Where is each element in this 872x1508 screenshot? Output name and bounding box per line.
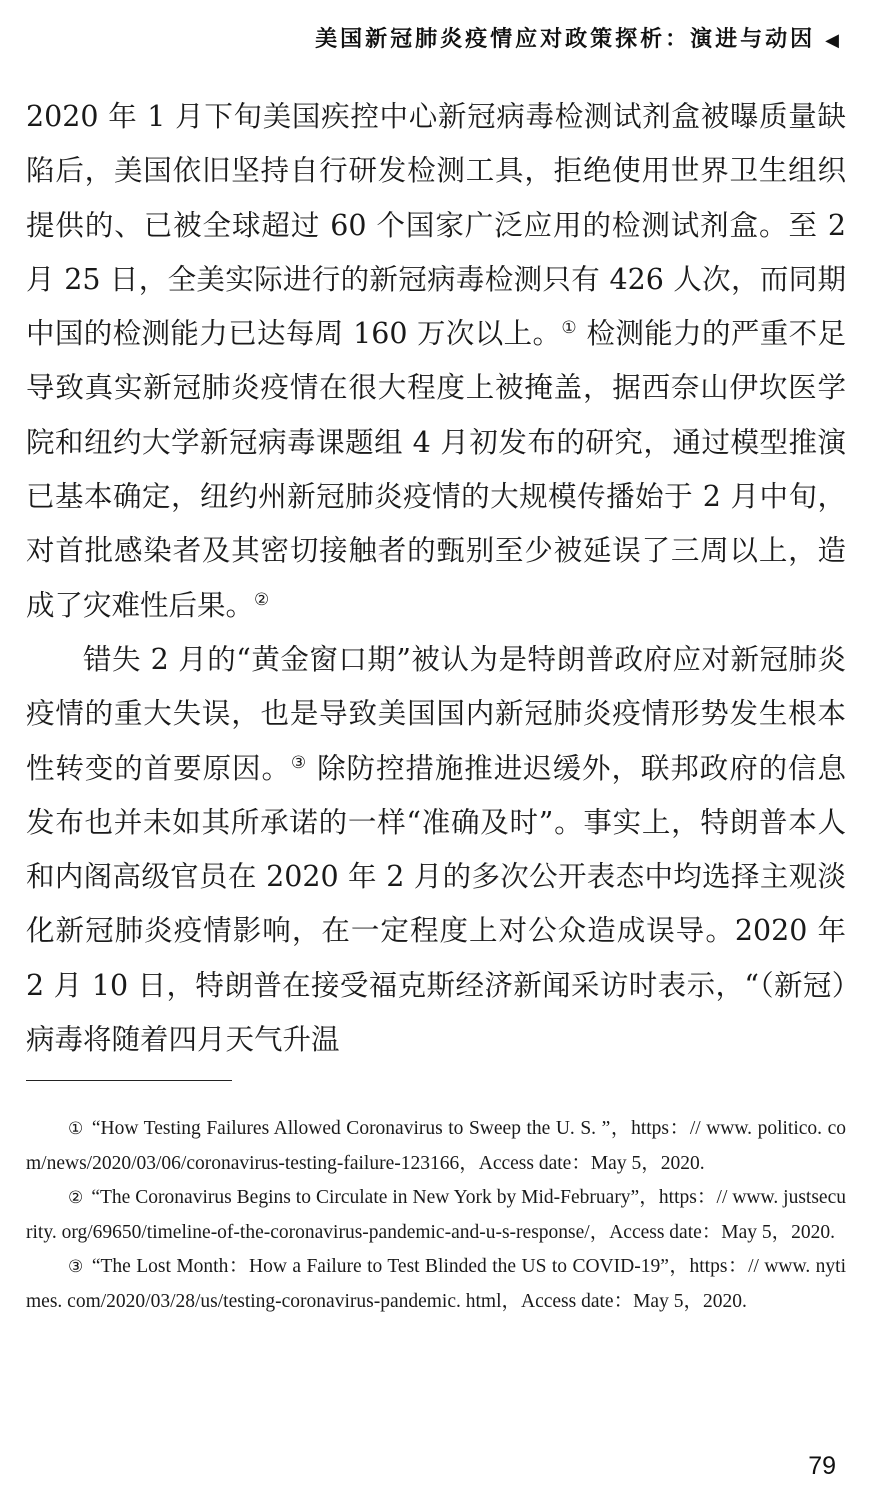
paragraph-2-text-b: 除防控措施推进迟缓外，联邦政府的信息发布也并未如其所承诺的一样“准确及时”。事实上，特朗普本人和内阁高级官员在 2020 年 2 月的多次公开表态中均选择主观淡化新冠肺炎疫情影响，在一定程度上对公众造成误导。2020 年 2 月 10 日，特朗普在接受福克斯经济新闻采访时表示，“（新冠）病毒将随着四月天气升温: [26, 751, 846, 1057]
paragraph-1-text-b: 检测能力的严重不足导致真实新冠肺炎疫情在很大程度上被掩盖，据西奈山伊坎医学院和纽约大学新冠病毒课题组 4 月初发布的研究，通过模型推演已基本确定，纽约州新冠肺炎疫情的大规模传播始于 2 月中旬，对首批感染者及其密切接触者的甄别至少被延误了三周以上，造成了灾难性后果。: [26, 317, 846, 622]
footnote-2-text: “The Coronavirus Begins to Circulate in New York by Mid-February”，https：// www. justsecurity. org/69650/timeline-of-the-coronavirus-pandemic-and-u-s-response/，Access date：May 5，2020.: [26, 1187, 846, 1243]
footnote-1: [26, 1112, 846, 1181]
paragraph-2-text-a: 错失 2 月的“黄金窗口期”被认为是特朗普政府应对新冠肺炎疫情的重大失误，也是导致美国国内新冠肺炎疫情形势发生根本性转变的首要原因。: [26, 642, 846, 785]
footnote-divider: [26, 1080, 232, 1081]
footnote-2-mark: ②: [68, 1188, 84, 1209]
page-number: 79: [808, 1452, 836, 1480]
running-header-title: 美国新冠肺炎疫情应对政策探析：演进与动因: [315, 27, 816, 52]
footnote-1-text: “How Testing Failures Allowed Coronavirus to Sweep the U. S. ”，https：// www. politico. com/news/2020/03/06/coronavirus-testing-failure-123166，Access date：May 5，2020.: [26, 1118, 846, 1174]
footnote-3-text: “The Lost Month：How a Failure to Test Blinded the US to COVID-19”，https：// www. nytimes. com/2020/03/28/us/testing-coronavirus-pandemic. html，Access date：May 5，2020.: [26, 1256, 846, 1312]
footnotes: [26, 1112, 846, 1320]
footnote-ref-2[interactable]: ②: [254, 589, 270, 610]
footnote-ref-1[interactable]: ①: [561, 318, 577, 339]
paragraph-1: [26, 90, 846, 633]
footnote-3-mark: ③: [68, 1257, 84, 1278]
footnote-3: [26, 1250, 846, 1319]
footnote-1-mark: ①: [68, 1119, 84, 1139]
running-header: [315, 22, 842, 53]
footnote-ref-3[interactable]: ③: [290, 752, 308, 773]
body-text: [26, 90, 846, 1067]
footnote-2: [26, 1181, 846, 1250]
paragraph-1-text-a: 2020 年 1 月下旬美国疾控中心新冠病毒检测试剂盒被曝质量缺陷后，美国依旧坚持自行研发检测工具，拒绝使用世界卫生组织提供的、已被全球超过 60 个国家广泛应用的检测试剂盒。至 2 月 25 日，全美实际进行的新冠病毒检测只有 426 人次，而同期中国的检测能力已达每周 160 万次以上。: [26, 100, 846, 351]
left-triangle-marker-icon: ◀: [825, 30, 842, 51]
paragraph-2: [26, 633, 846, 1067]
